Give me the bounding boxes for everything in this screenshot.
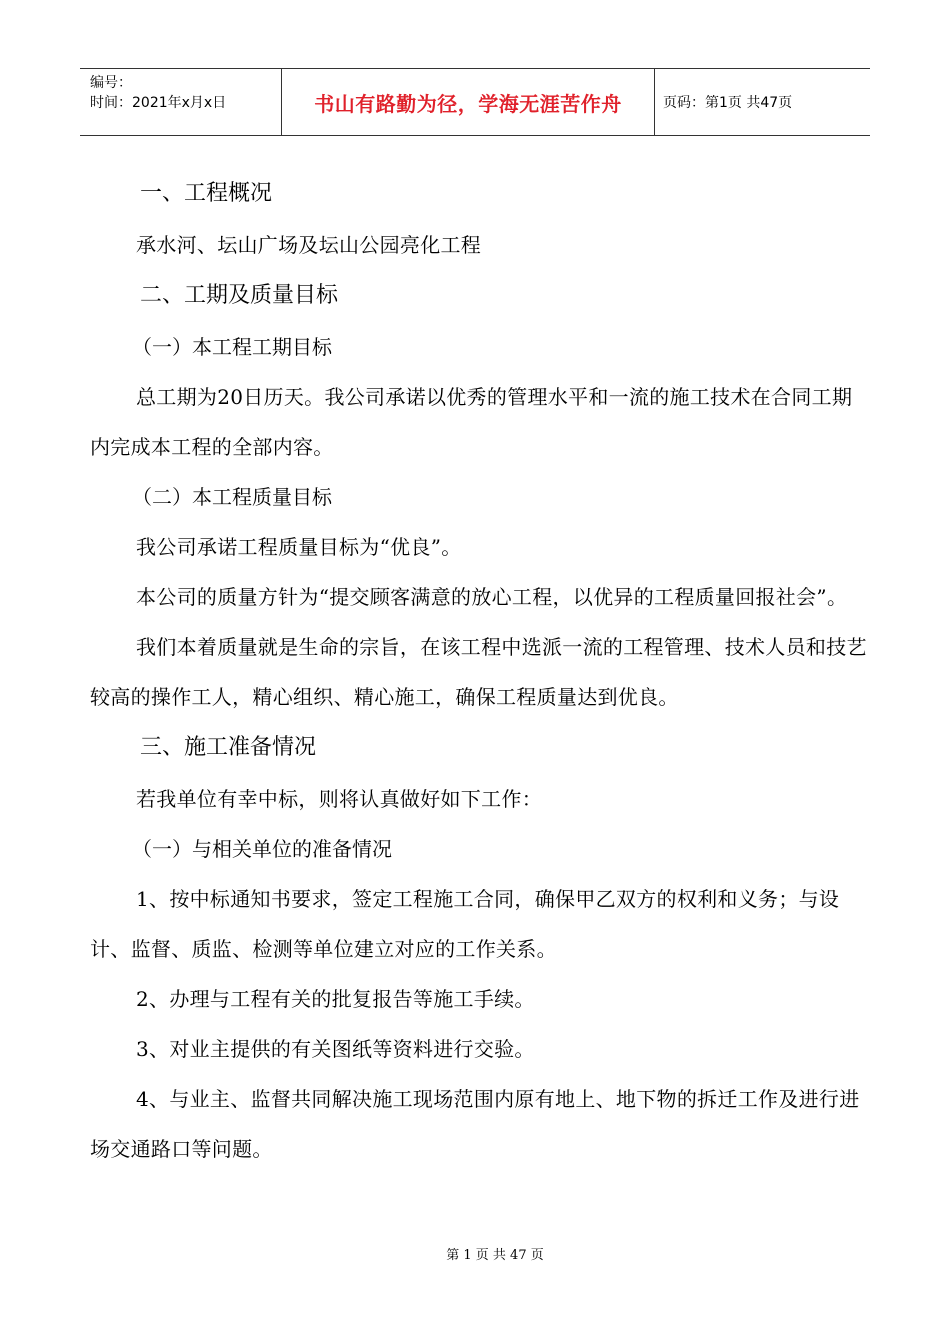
header-page-label: 页码：第1页 共47页 (663, 95, 793, 111)
section-heading-1: 一、工程概况 (140, 181, 273, 206)
paragraph-quality-commitment: 我公司承诺工程质量目标为“优良”。 (136, 535, 462, 559)
paragraph-quality-purpose: 我们本着质量就是生命的宗旨，在该工程中选派一流的工程管理、技术人员和技艺较高的操作工人，精心组织、精心施工，确保工程质量达到优良。 (90, 635, 867, 709)
list-item-1: 1、按中标通知书要求，签定工程施工合同，确保甲乙双方的权利和义务；与设计、监督、质监、检测等单位建立对应的工作关系。 (90, 887, 840, 961)
document-number-label: 编号： (90, 75, 132, 91)
motto-text: 书山有路勤为径，学海无涯苦作舟 (314, 91, 622, 116)
subheading-related-units: （一）与相关单位的准备情况 (132, 837, 392, 861)
header-motto-cell (282, 69, 655, 135)
header-table (80, 68, 870, 136)
section-heading-2: 二、工期及质量目标 (140, 283, 339, 308)
document-body (90, 168, 870, 1174)
subheading-schedule-target: （一）本工程工期目标 (132, 335, 332, 359)
paragraph-project-name: 承水河、坛山广场及坛山公园亮化工程 (136, 233, 482, 257)
page-footer: 第 1 页 共 47 页 (446, 1248, 544, 1263)
document-date-label: 时间：2021年x月x日 (90, 95, 227, 111)
list-item-2: 2、办理与工程有关的批复报告等施工手续。 (136, 987, 535, 1011)
paragraph-preparation-intro: 若我单位有幸中标，则将认真做好如下工作： (136, 787, 542, 811)
list-item-3: 3、对业主提供的有关图纸等资料进行交验。 (136, 1037, 535, 1061)
header-meta-cell (80, 69, 282, 135)
list-item-4: 4、与业主、监督共同解决施工现场范围内原有地上、地下物的拆迁工作及进行进场交通路口等问题。 (90, 1087, 860, 1161)
paragraph-schedule: 总工期为20日历天。我公司承诺以优秀的管理水平和一流的施工技术在合同工期内完成本工程的全部内容。 (90, 385, 853, 459)
subheading-quality-target: （二）本工程质量目标 (132, 485, 332, 509)
section-heading-3: 三、施工准备情况 (140, 735, 317, 760)
paragraph-quality-policy: 本公司的质量方针为“提交顾客满意的放心工程，以优异的工程质量回报社会”。 (136, 585, 848, 609)
header-page-cell (655, 69, 870, 135)
